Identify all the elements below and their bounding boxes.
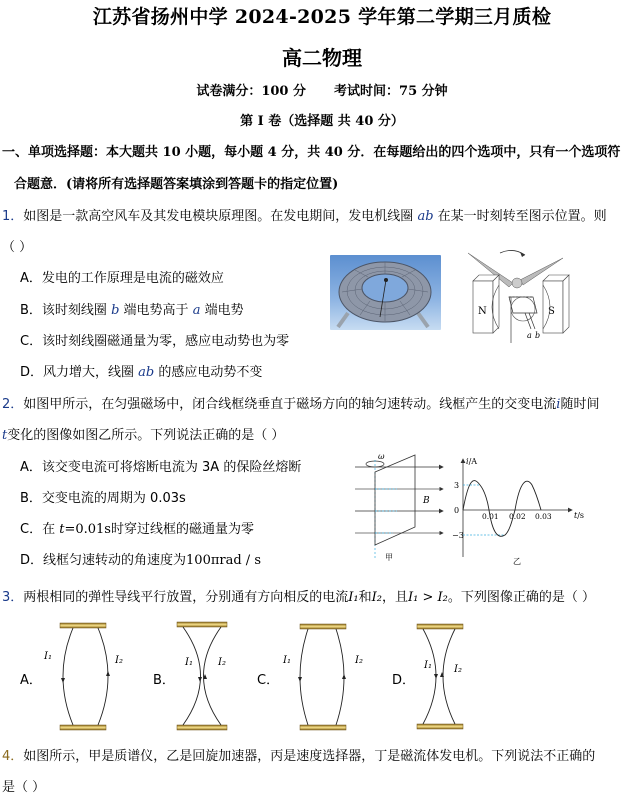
stem-text: 在某一时刻转至图示位置。则 — [437, 209, 607, 224]
generator-diagram — [465, 247, 575, 351]
stem-text: ，且 — [382, 590, 409, 605]
option-math: =0.01s — [64, 522, 111, 537]
field-b-label: B — [423, 496, 430, 506]
q3a-i2-label: I₂ — [115, 655, 123, 666]
q3-option-c-label[interactable]: C． — [257, 673, 280, 688]
question-number: 4． — [2, 749, 24, 764]
question-1-stem — [2, 205, 607, 224]
y-tick-0: 0 — [454, 506, 460, 515]
option-text: 的感应电动势不变 — [158, 365, 263, 380]
q1-option-b[interactable] — [20, 299, 244, 318]
magnet-s-label: S — [548, 306, 555, 317]
question-1-blank: （ ） — [2, 240, 33, 255]
stem-text: 如图是一款高空风车及其发电模块原理图。在发电期间，发电机线圈 — [23, 209, 414, 224]
option-label: D． — [20, 365, 44, 380]
option-text: 在 — [42, 522, 56, 537]
part-heading: 第 I 卷（选择题 共 40 分） — [240, 114, 404, 129]
q1-option-c[interactable] — [20, 330, 289, 349]
option-text: 端电势高于 — [123, 303, 189, 318]
var-ab: ab — [417, 209, 434, 224]
x-tick-001: 0.01 — [482, 512, 499, 521]
var-b: b — [111, 303, 120, 318]
inequality: I₁ > I₂ — [408, 590, 448, 605]
q3-option-b-figure[interactable] — [176, 619, 228, 737]
q2-option-a[interactable] — [20, 456, 301, 475]
q3c-i1-label: I₁ — [283, 655, 291, 666]
stem-text: 随时间 — [560, 397, 600, 412]
stem-text: 两根相同的弹性导线平行放置，分别通有方向相反的电流 — [23, 590, 349, 605]
var-ab: ab — [138, 365, 155, 380]
section-instructions-line1: 一、单项选择题：本大题共 10 小题，每小题 4 分，共 40 分．在每题给出的四个选项中，只有一个选项符 — [2, 145, 621, 160]
x-axis-label: t/s — [574, 511, 585, 520]
figure-yi-caption: 乙 — [513, 557, 521, 566]
q3-option-c-figure[interactable] — [298, 621, 348, 737]
stem-text: 和 — [358, 590, 372, 605]
question-3-stem — [2, 586, 595, 605]
var-i: i — [556, 397, 561, 412]
section-instructions-line2: 合题意．(请将所有选择题答案填涂到答题卡的指定位置) — [14, 177, 339, 192]
option-text: 该交变电流可将熔断电流为 3A 的保险丝熔断 — [41, 460, 302, 475]
q1-option-d[interactable] — [20, 361, 262, 380]
time-label: 考试时间： — [334, 84, 400, 99]
option-text: 发电的工作原理是电流的磁效应 — [41, 271, 224, 286]
option-text: 端电势 — [204, 303, 244, 318]
magnet-n-label: N — [478, 306, 487, 317]
option-text: 线框匀速转动的角速度为 — [43, 553, 187, 568]
q2-option-d[interactable] — [20, 549, 261, 568]
q2-option-b[interactable] — [20, 487, 186, 506]
q3-option-d-label[interactable]: D． — [392, 673, 416, 688]
var-t: t — [59, 522, 65, 537]
figure-jia-caption: 甲 — [385, 553, 393, 562]
option-label: B． — [20, 303, 42, 318]
airborne-wind-turbine-photo — [330, 255, 441, 330]
q3-option-d-figure[interactable] — [415, 622, 465, 736]
exam-title: 江苏省扬州中学 2024-2025 学年第二学期三月质检 — [92, 6, 552, 28]
q3b-i2-label: I₂ — [218, 657, 226, 668]
stem-text: 变化的图像如图乙所示。下列说法正确的是（ ） — [7, 428, 285, 443]
terminal-b-label: b — [535, 331, 541, 340]
option-label: A． — [20, 271, 42, 286]
question-number: 1． — [2, 209, 24, 224]
option-text: 该时刻线圈 — [41, 303, 107, 318]
y-tick-neg3: −3 — [452, 531, 464, 540]
option-text: 风力增大，线圈 — [43, 365, 135, 380]
omega-label: ω — [378, 452, 385, 461]
question-2-stem-line2 — [2, 424, 284, 443]
x-tick-002: 0.02 — [509, 512, 526, 521]
var-a: a — [192, 303, 201, 318]
rotating-coil-figure — [355, 452, 450, 571]
question-number: 3． — [2, 590, 24, 605]
terminal-a-label: a — [527, 331, 532, 340]
stem-text: 如图甲所示，在匀强磁场中，闭合线框绕垂直于磁场方向的轴匀速转动。线框产生的交变电流 — [23, 397, 557, 412]
question-4-stem-line2: 是（ ） — [2, 780, 46, 795]
stem-text: 如图所示，甲是质谱仪，乙是回旋加速器，丙是速度选择器，丁是磁流体发电机。下列说法不正确的 — [23, 749, 596, 764]
option-label: C． — [20, 522, 43, 537]
score-label: 试卷满分： — [196, 84, 262, 99]
q3d-i1-label: I₁ — [424, 660, 432, 671]
question-2-stem — [2, 393, 599, 412]
question-number: 2． — [2, 397, 24, 412]
option-text: 交变电流的周期为 0.03s — [41, 491, 186, 506]
x-tick-003: 0.03 — [535, 512, 552, 521]
option-text: 该时刻线圈磁通量为零，感应电动势也为零 — [42, 334, 290, 349]
q1-option-a[interactable] — [20, 267, 224, 286]
option-text: 时穿过线框的磁通量为零 — [110, 522, 254, 537]
option-label: C． — [20, 334, 43, 349]
option-math: 100πrad / s — [186, 553, 261, 568]
stem-text: 。下列图像正确的是（ ） — [447, 590, 596, 605]
var-t: t — [2, 428, 8, 443]
current-time-chart — [452, 455, 587, 574]
option-label: D． — [20, 553, 44, 568]
q3a-i1-label: I₁ — [44, 651, 52, 662]
q2-option-c[interactable] — [20, 518, 254, 537]
y-tick-3: 3 — [454, 481, 460, 490]
q3-option-b-label[interactable]: B． — [153, 673, 175, 688]
q3-option-a-figure[interactable] — [58, 620, 110, 736]
option-label: B． — [20, 491, 42, 506]
question-4-stem — [2, 745, 595, 764]
y-axis-label: i/A — [466, 457, 478, 466]
q3b-i1-label: I₁ — [185, 657, 193, 668]
exam-subject: 高二物理 — [282, 46, 362, 70]
score-value: 100 分 — [261, 84, 307, 99]
q3c-i2-label: I₂ — [355, 655, 363, 666]
q3-option-a-label[interactable]: A． — [20, 673, 42, 688]
exam-meta — [0, 80, 644, 99]
option-label: A． — [20, 460, 42, 475]
q3d-i2-label: I₂ — [454, 664, 462, 675]
var-i1: I₁ — [348, 590, 359, 605]
time-value: 75 分钟 — [399, 84, 448, 99]
var-i2: I₂ — [371, 590, 383, 605]
